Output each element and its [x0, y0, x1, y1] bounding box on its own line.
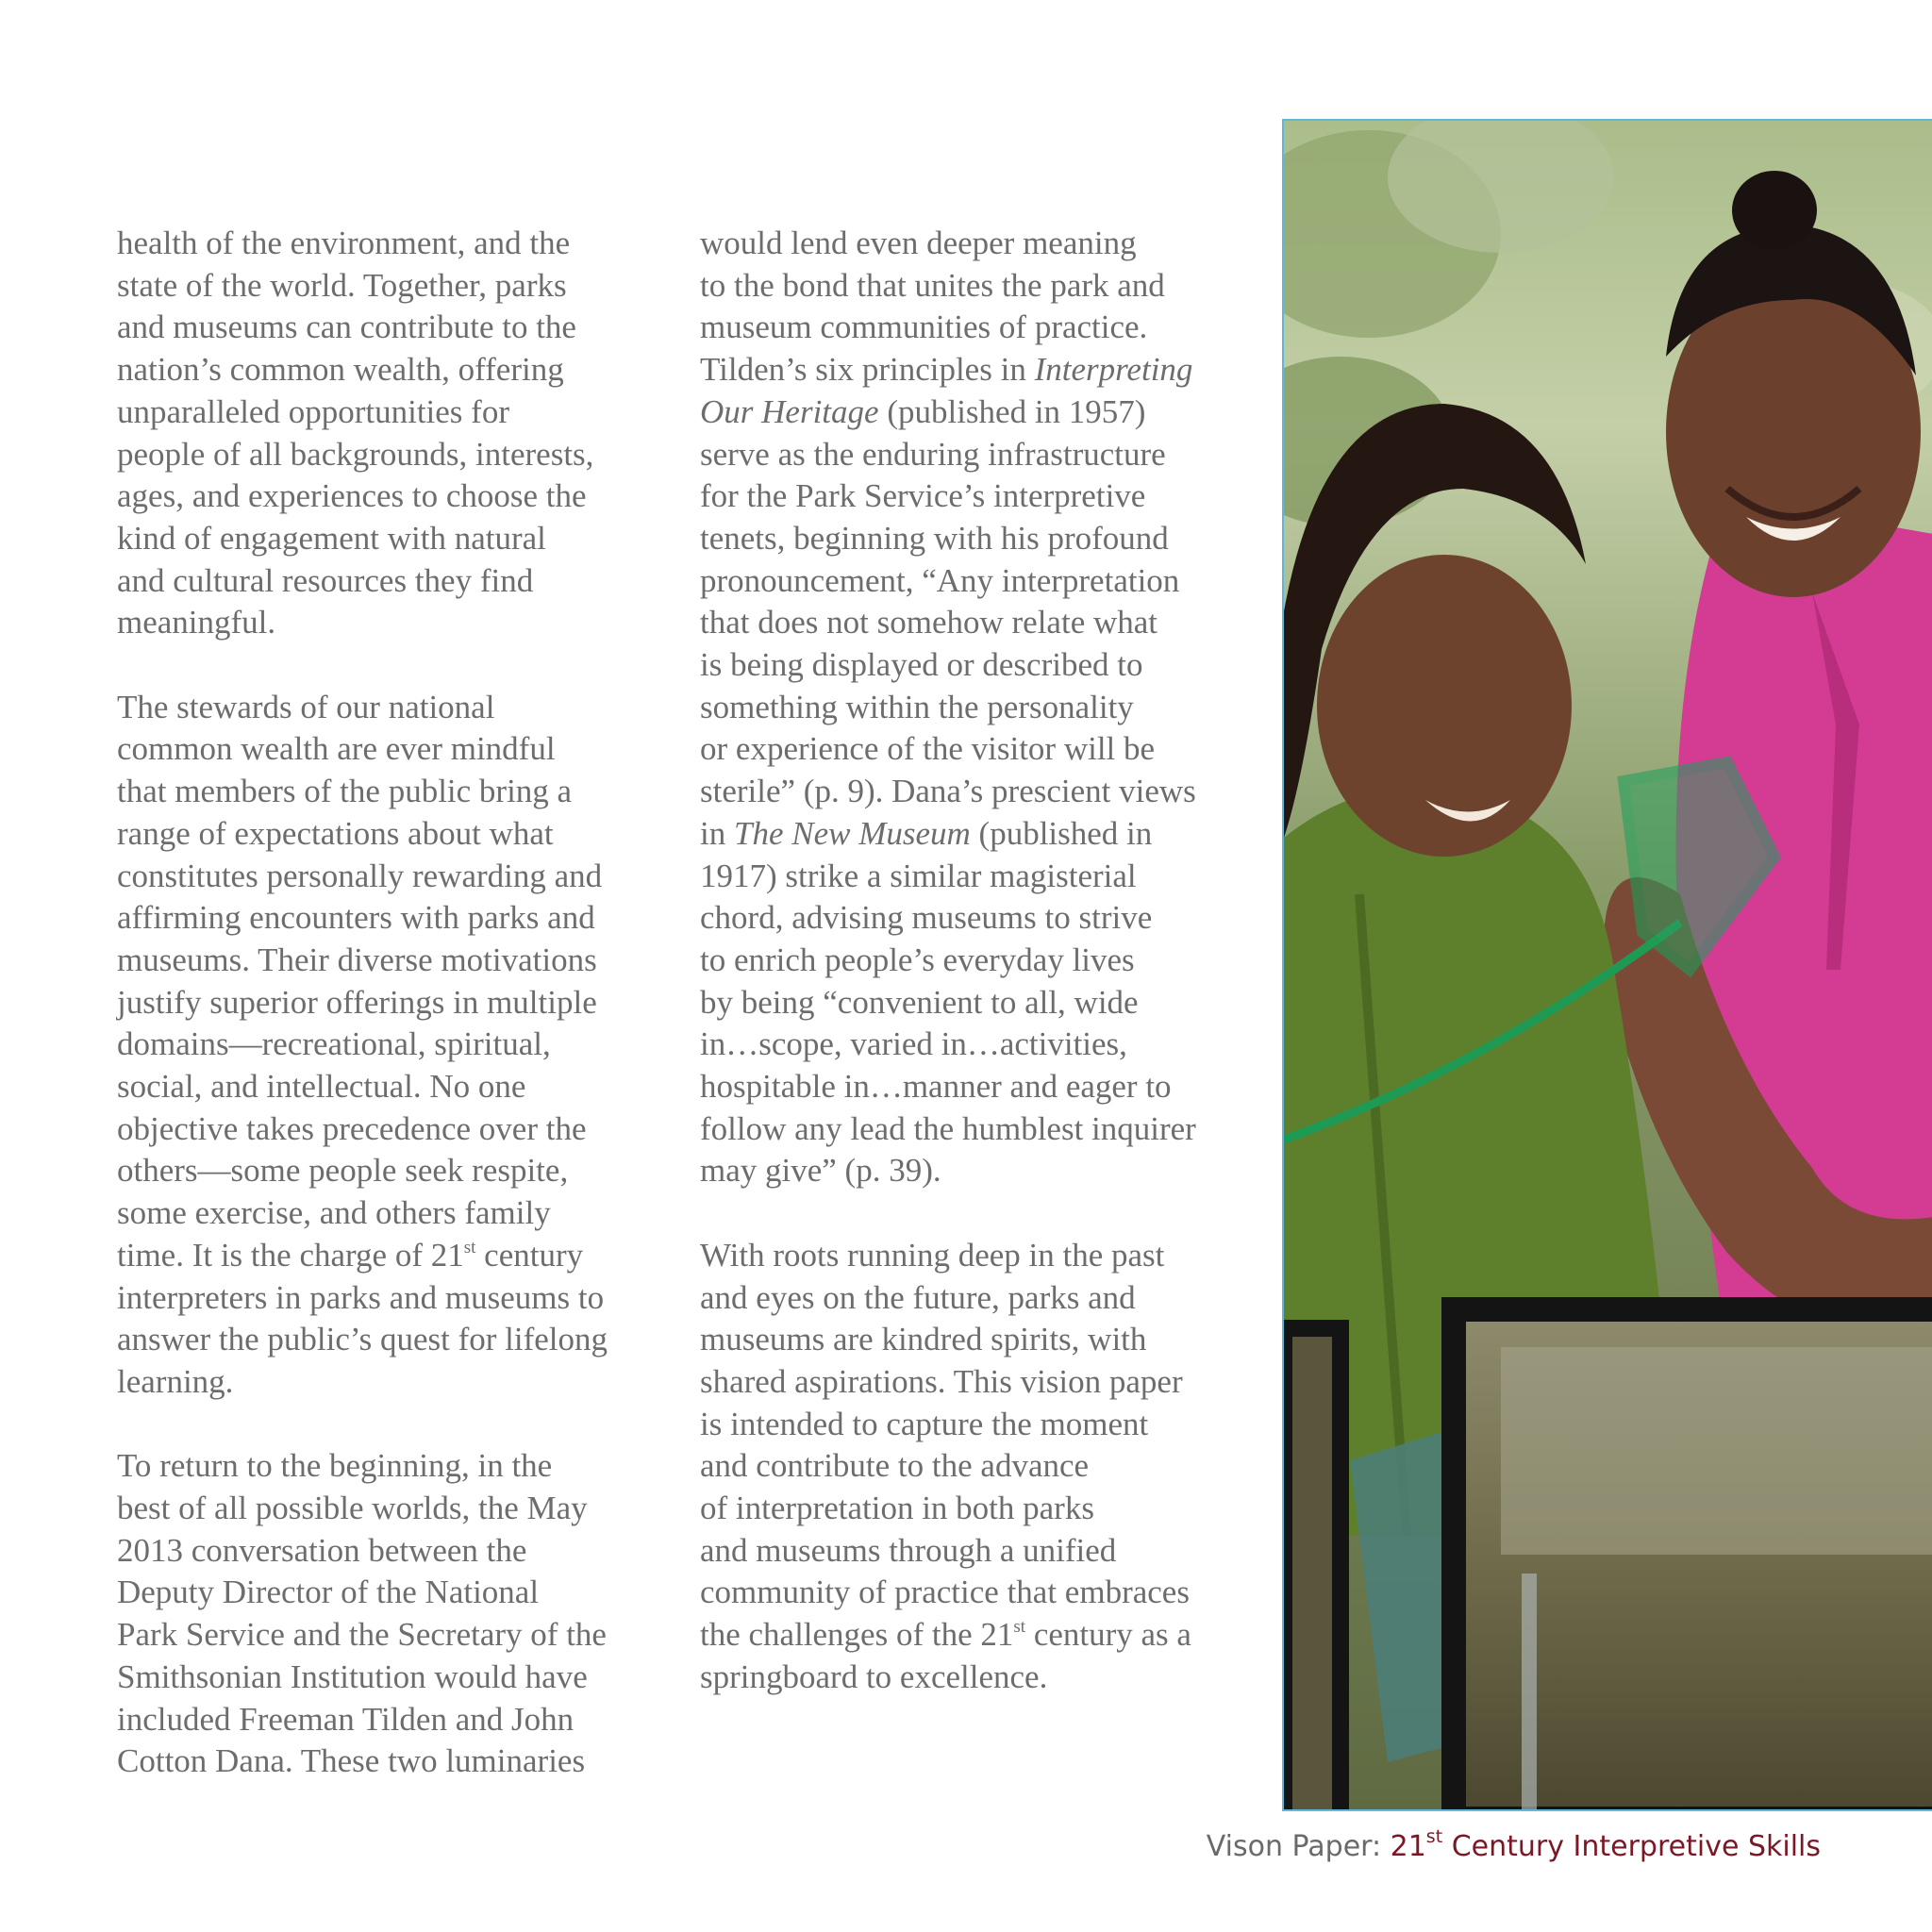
text-line: affirming encounters with parks and	[117, 899, 595, 937]
text-line: in…scope, varied in…activities,	[700, 1025, 1127, 1063]
text-line: and eyes on the future, parks and	[700, 1278, 1136, 1316]
text-line: follow any lead the humblest inquirer	[700, 1109, 1196, 1147]
text-line: others—some people seek respite,	[117, 1152, 569, 1190]
text-line: and museums can contribute to the	[117, 308, 576, 346]
text-line: range of expectations about what	[117, 814, 554, 852]
text-run: the challenges of the 21	[700, 1616, 1014, 1654]
text-line: by being “convenient to all, wide	[700, 983, 1139, 1021]
text-line: 1917) strike a similar magisterial	[700, 857, 1137, 894]
paragraph	[117, 223, 683, 644]
text-line: to enrich people’s everyday lives	[700, 941, 1135, 978]
text-line: of interpretation in both parks	[700, 1490, 1094, 1527]
text-line: some exercise, and others family	[117, 1194, 551, 1232]
footer-prefix: Vison Paper:	[1206, 1830, 1391, 1863]
text-line: To return to the beginning, in the	[117, 1447, 553, 1485]
text-line: that members of the public bring a	[117, 773, 573, 810]
paragraph	[700, 1235, 1266, 1699]
text-line: The stewards of our national	[117, 688, 495, 725]
ordinal-suffix: st	[463, 1237, 476, 1257]
text-run: (published in 1957)	[878, 392, 1146, 430]
text-line: is being displayed or described to	[700, 646, 1143, 684]
text-line: would lend even deeper meaning	[700, 225, 1137, 261]
book-title: The New Museum	[733, 814, 971, 852]
book-title: Interpreting	[1034, 351, 1193, 389]
text-line: meaningful.	[117, 604, 276, 641]
text-line: learning.	[117, 1362, 234, 1400]
text-line: domains—recreational, spiritual,	[117, 1025, 551, 1063]
photo	[1282, 119, 1932, 1811]
text-line: that does not somehow relate what	[700, 604, 1158, 641]
text-line: constitutes personally rewarding and	[117, 857, 603, 894]
text-line: or experience of the visitor will be	[700, 730, 1156, 768]
text-run: century as a	[1025, 1616, 1191, 1654]
text-line: may give” (p. 39).	[700, 1152, 941, 1190]
page-footer	[1206, 1825, 1821, 1866]
text-column-middle	[700, 223, 1266, 1740]
text-run: in	[700, 814, 734, 852]
paragraph	[117, 1445, 683, 1783]
text-line: shared aspirations. This vision paper	[700, 1362, 1183, 1400]
text-line: something within the personality	[700, 688, 1134, 725]
text-line: unparalleled opportunities for	[117, 392, 509, 430]
ordinal-suffix: st	[1013, 1616, 1026, 1637]
footer-title-rest: Century Interpretive Skills	[1442, 1830, 1821, 1863]
text-run: century	[475, 1236, 584, 1274]
text-line: health of the environment, and the	[117, 225, 571, 261]
text-line: for the Park Service’s interpretive	[700, 477, 1146, 515]
text-line: With roots running deep in the past	[700, 1236, 1165, 1274]
text-line: included Freeman Tilden and John	[117, 1700, 575, 1738]
text-line: and contribute to the advance	[700, 1447, 1090, 1485]
text-line: chord, advising museums to strive	[700, 899, 1153, 937]
text-line: and cultural resources they find	[117, 561, 534, 599]
text-column-left	[117, 223, 683, 1825]
text-line: best of all possible worlds, the May	[117, 1490, 588, 1527]
text-line: museum communities of practice.	[700, 308, 1148, 346]
paragraph	[700, 223, 1266, 1192]
text-line: people of all backgrounds, interests,	[117, 435, 594, 473]
text-line: community of practice that embraces	[700, 1574, 1190, 1611]
text-line: museums. Their diverse motivations	[117, 941, 597, 978]
text-line: springboard to excellence.	[700, 1657, 1048, 1695]
text-line: Smithsonian Institution would have	[117, 1657, 588, 1695]
text-line	[700, 391, 1266, 434]
photo-illustration	[1284, 121, 1932, 1811]
text-line	[117, 1235, 683, 1277]
text-line: and museums through a unified	[700, 1531, 1117, 1569]
text-run: time. It is the charge of 21	[117, 1236, 464, 1274]
text-line: serve as the enduring infrastructure	[700, 435, 1166, 473]
text-line: nation’s common wealth, offering	[117, 351, 564, 389]
text-run: Tilden’s six principles in	[700, 351, 1035, 389]
text-line: Cotton Dana. These two luminaries	[117, 1742, 586, 1780]
text-line: answer the public’s quest for lifelong	[117, 1321, 608, 1358]
text-run: (published in	[970, 814, 1153, 852]
text-line	[700, 813, 1266, 856]
footer-number: 21	[1390, 1830, 1426, 1863]
text-line: to the bond that unites the park and	[700, 266, 1165, 304]
book-title: Our Heritage	[700, 392, 879, 430]
text-line: kind of engagement with natural	[117, 519, 546, 557]
text-line: justify superior offerings in multiple	[117, 983, 597, 1021]
text-line: museums are kindred spirits, with	[700, 1321, 1147, 1358]
text-line: Deputy Director of the National	[117, 1574, 540, 1611]
text-line: is intended to capture the moment	[700, 1405, 1149, 1442]
text-line: state of the world. Together, parks	[117, 266, 567, 304]
text-line: interpreters in parks and museums to	[117, 1278, 605, 1316]
text-line: ages, and experiences to choose the	[117, 477, 587, 515]
paragraph	[117, 687, 683, 1404]
text-line: tenets, beginning with his profound	[700, 519, 1169, 557]
text-line	[700, 349, 1266, 391]
text-line: pronouncement, “Any interpretation	[700, 561, 1180, 599]
text-line: 2013 conversation between the	[117, 1531, 527, 1569]
text-line: hospitable in…manner and eager to	[700, 1068, 1172, 1106]
text-line: social, and intellectual. No one	[117, 1068, 526, 1106]
footer-title	[1390, 1825, 1821, 1863]
text-line: objective takes precedence over the	[117, 1109, 587, 1147]
ordinal-suffix: st	[1425, 1825, 1443, 1847]
text-line: common wealth are ever mindful	[117, 730, 556, 768]
text-line	[700, 1614, 1266, 1657]
text-line: sterile” (p. 9). Dana’s prescient views	[700, 773, 1196, 810]
text-line: Park Service and the Secretary of the	[117, 1616, 607, 1654]
